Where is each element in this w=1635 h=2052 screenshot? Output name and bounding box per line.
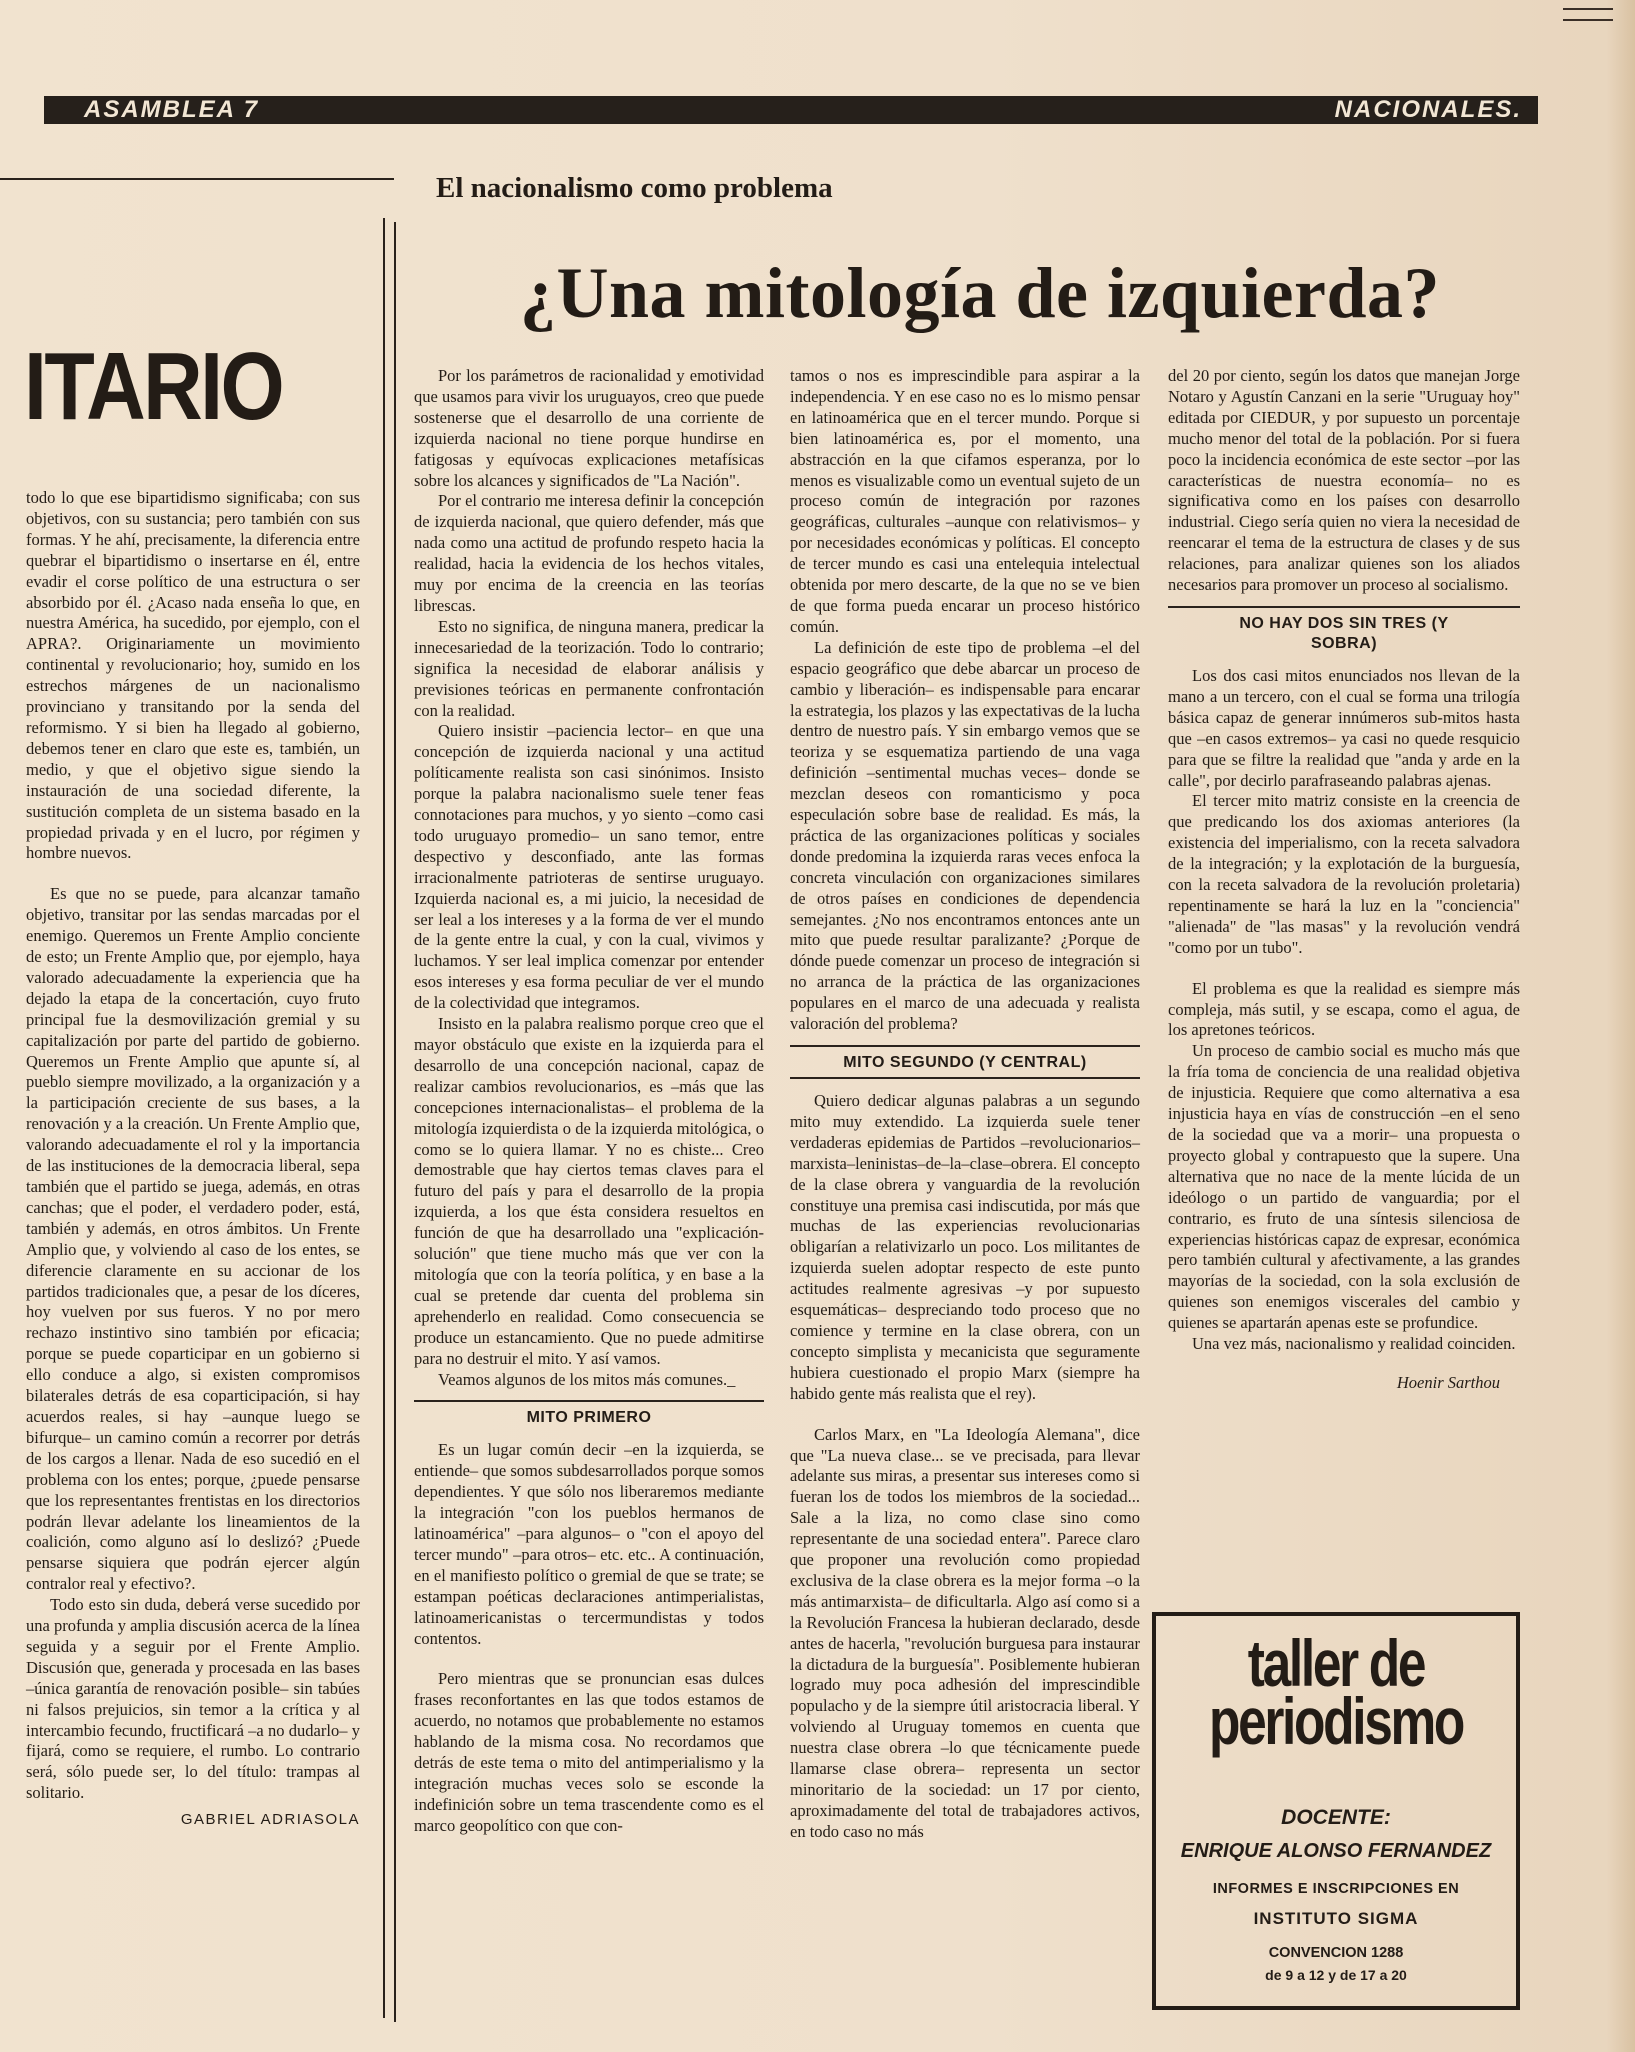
main-article-signature: Hoenir Sarthou bbox=[1396, 1372, 1500, 1392]
main-column-3 bbox=[1168, 366, 1520, 1394]
main-paragraph: Una vez más, nacionalismo y realidad coinciden. bbox=[1192, 1334, 1516, 1354]
main-paragraph: Veamos algunos de los mitos más comunes._ bbox=[438, 1369, 736, 1389]
left-article-title-fragment: ITARIO bbox=[24, 333, 283, 440]
main-paragraph: La definición de este tipo de problema –el del espacio geográfico que debe abarcar un proceso de cambio y liberación– es indispensable para encarar la estrategia, los plazos y las expectativas de la lucha dentro de nuestro país. Y sin embargo vemos que se teoriza y se esquematiza partiendo de una vaga definición –sentimental muchas veces– donde se mezclan deseos con romanticismo y poca especulación sobre base de realidad. Es más, la práctica de las organizaciones políticas y sociales donde predomina la izquierda raras veces enfoca la concreta vinculación con organizaciones similares de otros países en condiciones de dependencia semejantes. ¿No nos encontramos entonces ante un mito que puede resultar paralizante? ¿Porque de dónde puede comenzar un proceso de integración si no arranca de la práctica de las organizaciones populares en el marco de una adecuada y realista valoración del problema? bbox=[790, 637, 1140, 1034]
main-column-1 bbox=[414, 366, 764, 1837]
column-divider bbox=[394, 222, 396, 2022]
workshop-logo bbox=[1196, 1626, 1477, 1758]
column-divider-left bbox=[383, 218, 385, 2018]
institute-address: CONVENCION 1288 bbox=[1268, 1945, 1404, 1961]
logo-line-2: periodismo bbox=[1208, 1684, 1464, 1758]
article-headline: ¿Una mitología de izquierda? bbox=[520, 253, 1441, 333]
subhead-mito-segundo: MITO SEGUNDO (Y CENTRAL) bbox=[790, 1045, 1140, 1079]
main-paragraph: Carlos Marx, en "La Ideología Alemana", dice que "La nueva clase... se ve precisada, para llevar adelante sus miras, a presentar sus intereses como si fueran los de todos los miembros de la sociedad... Sale a la liza, no como clase sino como representante de una sociedad entera". Parece claro que proponer una revolución como propiedad exclusiva de la clase obrera es la mejor forma –o la más antimarxista– de dificultarla. Algo así como si a la Revolución Francesa la hubieran declarado, desde antes de hacerla, "revolución burguesa para instaurar la dictadura de la burguesía". Posiblemente hubieran logrado muy poca adhesión del imprescindible populacho y de la siempre útil aristocracia liberal. Y volviendo al Uruguay tomemos en cuenta que nuestra clase obrera –lo que técnicamente puede llamarse clase obrera– representa un sector minoritario de la sociedad: un 17 por ciento, aproximadamente del total de trabajadores activos, en todo caso no más bbox=[790, 1424, 1140, 1841]
left-paragraph: Todo esto sin duda, deberá verse sucedido por una profunda y amplia discusión acerca de la línea seguida y a seguir por el Frente Amplio. Discusión que, generada y procesada en las bases –única garantía de renovación posible– sin tabúes ni falsos prejuicios, sin temor a la crítica y al intercambio fecundo, fructificará –a no dudarlo– y fijará, como se requiere, el rumbo. Lo contrario será, sólo puede ser, lo del título: trampas al solitario. bbox=[26, 1595, 360, 1803]
section-header-band bbox=[44, 96, 1538, 124]
left-paragraph: todo lo que ese bipartidismo significaba; con sus objetivos, con su sustancia; pero también con sus formas. Y he ahí, precisamente, la diferencia entre quebrar el bipartidismo o insertarse en él, entre evadir el corse político de una estructura o ser absorbido por él. ¿Acaso nada enseña lo que, en nuestra América, ha sucedido, por ejemplo, con el APRA?. Originariamente un movimiento continental y revolucionario; hoy, sumido en los estrechos márgenes de un nacionalismo provinciano y transitando por la senda del reformismo. Y si bien ha llegado al gobierno, debemos tener en claro que este es, también, un medio, y que el objetivo sigue siendo la instauración de una sociedad diferente, la sustitución completa de un sistema basado en la propiedad privada y en el lucro, por régimen y hombre nuevos. bbox=[26, 488, 360, 863]
main-paragraph: Quiero insistir –paciencia lector– en que una concepción de izquierda nacional y una actitud políticamente realista son casi sinónimos. Insisto porque la palabra nacionalismo suele tener feas connotaciones para muchos, y yo siento –como casi todo uruguayo promedio– un sano temor, entre despectivo y desconfiado, ante las formas irracionalmente patrioteras de sentirse uruguayo. Izquierda nacional es, a mi juicio, la necesidad de ser leal a los intereses y a la forma de ver el mundo de la gente entre la cual, y con la cual, vivimos y luchamos. Y ser leal implica comenzar por entender esos intereses y esa forma peculiar de ver el mundo de la colectividad que integramos. bbox=[414, 721, 764, 1013]
left-paragraph: Es que no se puede, para alcanzar tamaño objetivo, transitar por las sendas marcadas por el enemigo. Queremos un Frente Amplio conciente de esto; un Frente Amplio que, por ejemplo, haya valorado adecuadamente la experiencia que ha dejado la etapa de la concertación, cuyo fruto principal fue la desmovilización gremial y su capitalización por parte del partido de gobierno. Queremos un Frente Amplio que apunte sí, al pueblo siempre movilizado, a la organización y a la participación creciente de sus bases, a la renovación y a la creación. Un Frente Amplio que, valorando adecuadamente el rol y la importancia de las instituciones de la democracia liberal, sepa también que el partido se juega, además, en otras canchas; que el poder, el verdadero poder, está, también y además, en otros ámbitos. Un Frente Amplio que, y volviendo al caso de los entes, se diferencie claramente en su accionar de los partidos tradicionales que, a pesar de los díceres, hoy vuelven por sus fueros. Y no por mero rechazo instintivo sino también por eficacia; porque se puede coparticipar en un gobierno si ello conduce a algo, si existen compromisos bilaterales detrás de esa coparticipación, si hay acuerdos reales, si hay –aunque luego se bifurque– un camino común a recorrer por detrás de los cargos a llenar. Nada de eso sucedió en el problema con los entes; porque, ¿puede pensarse que los representantes frentistas en los directorios podrán llevar adelante los lineamientos de la coalición, como alguno así lo deslizó? ¿Puede pensarse siquiera que podrán ejercer algún contralor real y efectivo?. bbox=[26, 884, 360, 1594]
main-paragraph: tamos o nos es imprescindible para aspirar a la independencia. Y en ese caso no es lo mismo pensar en latinoamérica que en el tercer mundo. Porque si bien latinoamérica es, por el momento, una abstracción en la que cifamos esperanza, por lo menos es visualizable como un eventual sujeto de un proceso común de integración por razones geográficas, culturales –aunque con relativismos– y por necesidades económicas y políticas. El concepto de tercer mundo es casi una entelequia intelectual obtenida por mero descarte, de la que no se ve bien de que forma pueda encarar un proceso histórico común. bbox=[790, 366, 1140, 636]
page-label: ASAMBLEA 7 bbox=[84, 96, 260, 123]
main-paragraph: Es un lugar común decir –en la izquierda, se entiende– que somos subdesarrollados porque somos dependientes. Y que sólo nos liberaremos mediante la integración "con los pueblos hermanos de latinoamérica" –para algunos– o "con el apoyo del tercer mundo" –para otros– etc. etc.. A continuación, en el manifiesto político o gremial de que se trate; se estampan poéticas declaraciones antimperialistas, latinoamericanistas o tercermundistas y todos contentos. bbox=[414, 1440, 764, 1648]
main-paragraph: El tercer mito matriz consiste en la creencia de que predicando los dos axiomas anteriores (la existencia del imperialismo, con la receta salvadora de la integración; y la explotación de la burguesía, con la receta salvadora de la revolución proletaria) repentinamente se hará la luz en la "conciencia" "alienada" de "las masas" y la revolución vendrá "como por un tubo". bbox=[1168, 791, 1520, 957]
main-paragraph: Por los parámetros de racionalidad y emotividad que usamos para vivir los uruguayos, creo que puede sostenerse que el desarrollo de una corriente de izquierda nacional no tiene porque hundirse en fatigosas y equívocas explicaciones metafísicas sobre los alcances y significados de "La Nación". bbox=[414, 366, 764, 490]
subhead-mito-primero: MITO PRIMERO bbox=[414, 1400, 764, 1428]
main-paragraph: Por el contrario me interesa definir la concepción de izquierda nacional, que quiero defender, más que nada como una actitud de profundo respeto hacia la realidad, hacia la evidencia de los hechos vitales, muy por encima de la creencia en las teorías librescas. bbox=[414, 491, 764, 615]
main-paragraph: El problema es que la realidad es siempre más compleja, más sutil, y se escapa, como el agua, de los apretones teóricos. bbox=[1168, 978, 1520, 1040]
corner-marks bbox=[1563, 8, 1613, 30]
main-paragraph: Quiero dedicar algunas palabras a un segundo mito muy extendido. La izquierda suele tener verdaderas epidemias de Partidos –revolucionarios–marxista–leninistas–de–la–clase–obrera. El concepto de la clase obrera y vanguardia de la revolución constituye una premisa casi indiscutida, por más que muchas de las experiencias revolucionarias obligarían a relativizarlo un poco. Los militantes de izquierda suelen adoptar respecto de este punto actitudes realmente agresivas –y por supuesto esquemáticas– despreciando todo proceso que no comience y termine en la clase obrera, con un concepto simplista y mecanicista que seguramente hubiera cuestionado el propio Marx (siempre ha habido gente más realista que el rey). bbox=[790, 1091, 1140, 1403]
office-hours: de 9 a 12 y de 17 a 20 bbox=[1265, 1967, 1407, 1983]
teacher-name: ENRIQUE ALONSO FERNANDEZ bbox=[1180, 1840, 1492, 1862]
subhead-no-hay-dos-sin-tres: NO HAY DOS SIN TRES (Y SOBRA) bbox=[1168, 606, 1520, 654]
main-paragraph: Los dos casi mitos enunciados nos llevan de la mano a un tercero, con el cual se forma una trilogía básica capaz de generar innúmeros sub-mitos hasta que –en casos extremos– ya casi no quede resquicio para que se filtre la realidad que "anda y arde en la calle", por decirlo parafraseando palabras ajenas. bbox=[1168, 665, 1520, 790]
page-edge bbox=[1607, 0, 1635, 2052]
left-top-rule bbox=[0, 178, 394, 180]
workshop-advertisement bbox=[1152, 1612, 1520, 2010]
article-kicker: El nacionalismo como problema bbox=[436, 172, 833, 204]
main-paragraph: Pero mientras que se pronuncian esas dulces frases reconfortantes en las que todos estamos de acuerdo, no notamos que probablemente no estamos hablando de la misma cosa. No recordamos que detrás de este tema o mito del antimperialismo y la integración muchas veces solo se esconde la indefinición sobre un tema trascendente como es el marco geopolítico con que con- bbox=[414, 1669, 764, 1835]
institute-name: INSTITUTO SIGMA bbox=[1253, 1909, 1419, 1928]
left-article-column bbox=[26, 488, 360, 1831]
main-paragraph: del 20 por ciento, según los datos que manejan Jorge Notaro y Agustín Canzani en la serie "Uruguay hoy" editada por CIEDUR, y por supuesto un porcentaje mucho menor del total de la población. Por si fuera poco la incidencia económica de este sector –por las características de nuestra economía– no es significativa como en los países con desarrollo industrial. Ciego sería quien no viera la necesidad de reencarar el tema de la estructura de clases y de sus relaciones, para analizar quienes son los aliados necesarios para promover un proceso al socialismo. bbox=[1168, 366, 1520, 595]
enrollment-info: INFORMES E INSCRIPCIONES EN bbox=[1212, 1881, 1460, 1897]
left-article-signature: GABRIEL ADRIASOLA bbox=[180, 1811, 360, 1829]
logo-line-1: taller de bbox=[1247, 1626, 1425, 1700]
main-column-2 bbox=[790, 366, 1140, 1843]
main-paragraph: Insisto en la palabra realismo porque creo que el mayor obstáculo que existe en la izquierda para el desarrollo de una concepción nacional, capaz de realizar cambios revolucionarios, es –más que las concepciones internacionalistas– el problema de la mitología izquierdista o de la izquierda mitológica, o como se lo quiera llamar. Y no es chiste... Creo demostrable que hay ciertos temas claves para el futuro del país y para el desarrollo de la propia izquierda, a los que ésta considera resueltos en función de que ha desarrollado una "explicación-solución" que tiene mucho más que ver con la mitología que con la teoría política, y en base a la cual se pretende dar cuenta del problema sin aprehenderlo en realidad. Como consecuencia se produce un estancamiento. Que no puede admitirse para no destruir el mito. Y así vamos. bbox=[414, 1014, 764, 1368]
main-paragraph: Esto no significa, de ninguna manera, predicar la innecesariedad de la teorización. Todo lo contrario; significa la necesidad de elaborar análisis y previsiones teóricas en permanente confrontación con la realidad. bbox=[414, 616, 764, 720]
section-label: NACIONALES. bbox=[1334, 96, 1522, 123]
main-paragraph: Un proceso de cambio social es mucho más que la fría toma de conciencia de una realidad objetiva de injusticia. Requiere que como alternativa a esa injusticia haya en vías de construcción –en el seno de la sociedad que va a morir– una propuesta o proyecto global y contrapuesto que la supere. Una alternativa que no nace de la mente lúcida de un ideólogo o un partido de vanguardia; por el contrario, es fruto de una síntesis silenciosa de experiencias históricas capaz de expresar, económica pero también cultural y afectivamente, a las grandes mayorías de la sociedad, con la sola exclusión de quienes son enemigos viscerales del cambio y quienes se apartarán apenas este se profundice. bbox=[1168, 1041, 1520, 1333]
teacher-label: DOCENTE: bbox=[1281, 1806, 1391, 1829]
